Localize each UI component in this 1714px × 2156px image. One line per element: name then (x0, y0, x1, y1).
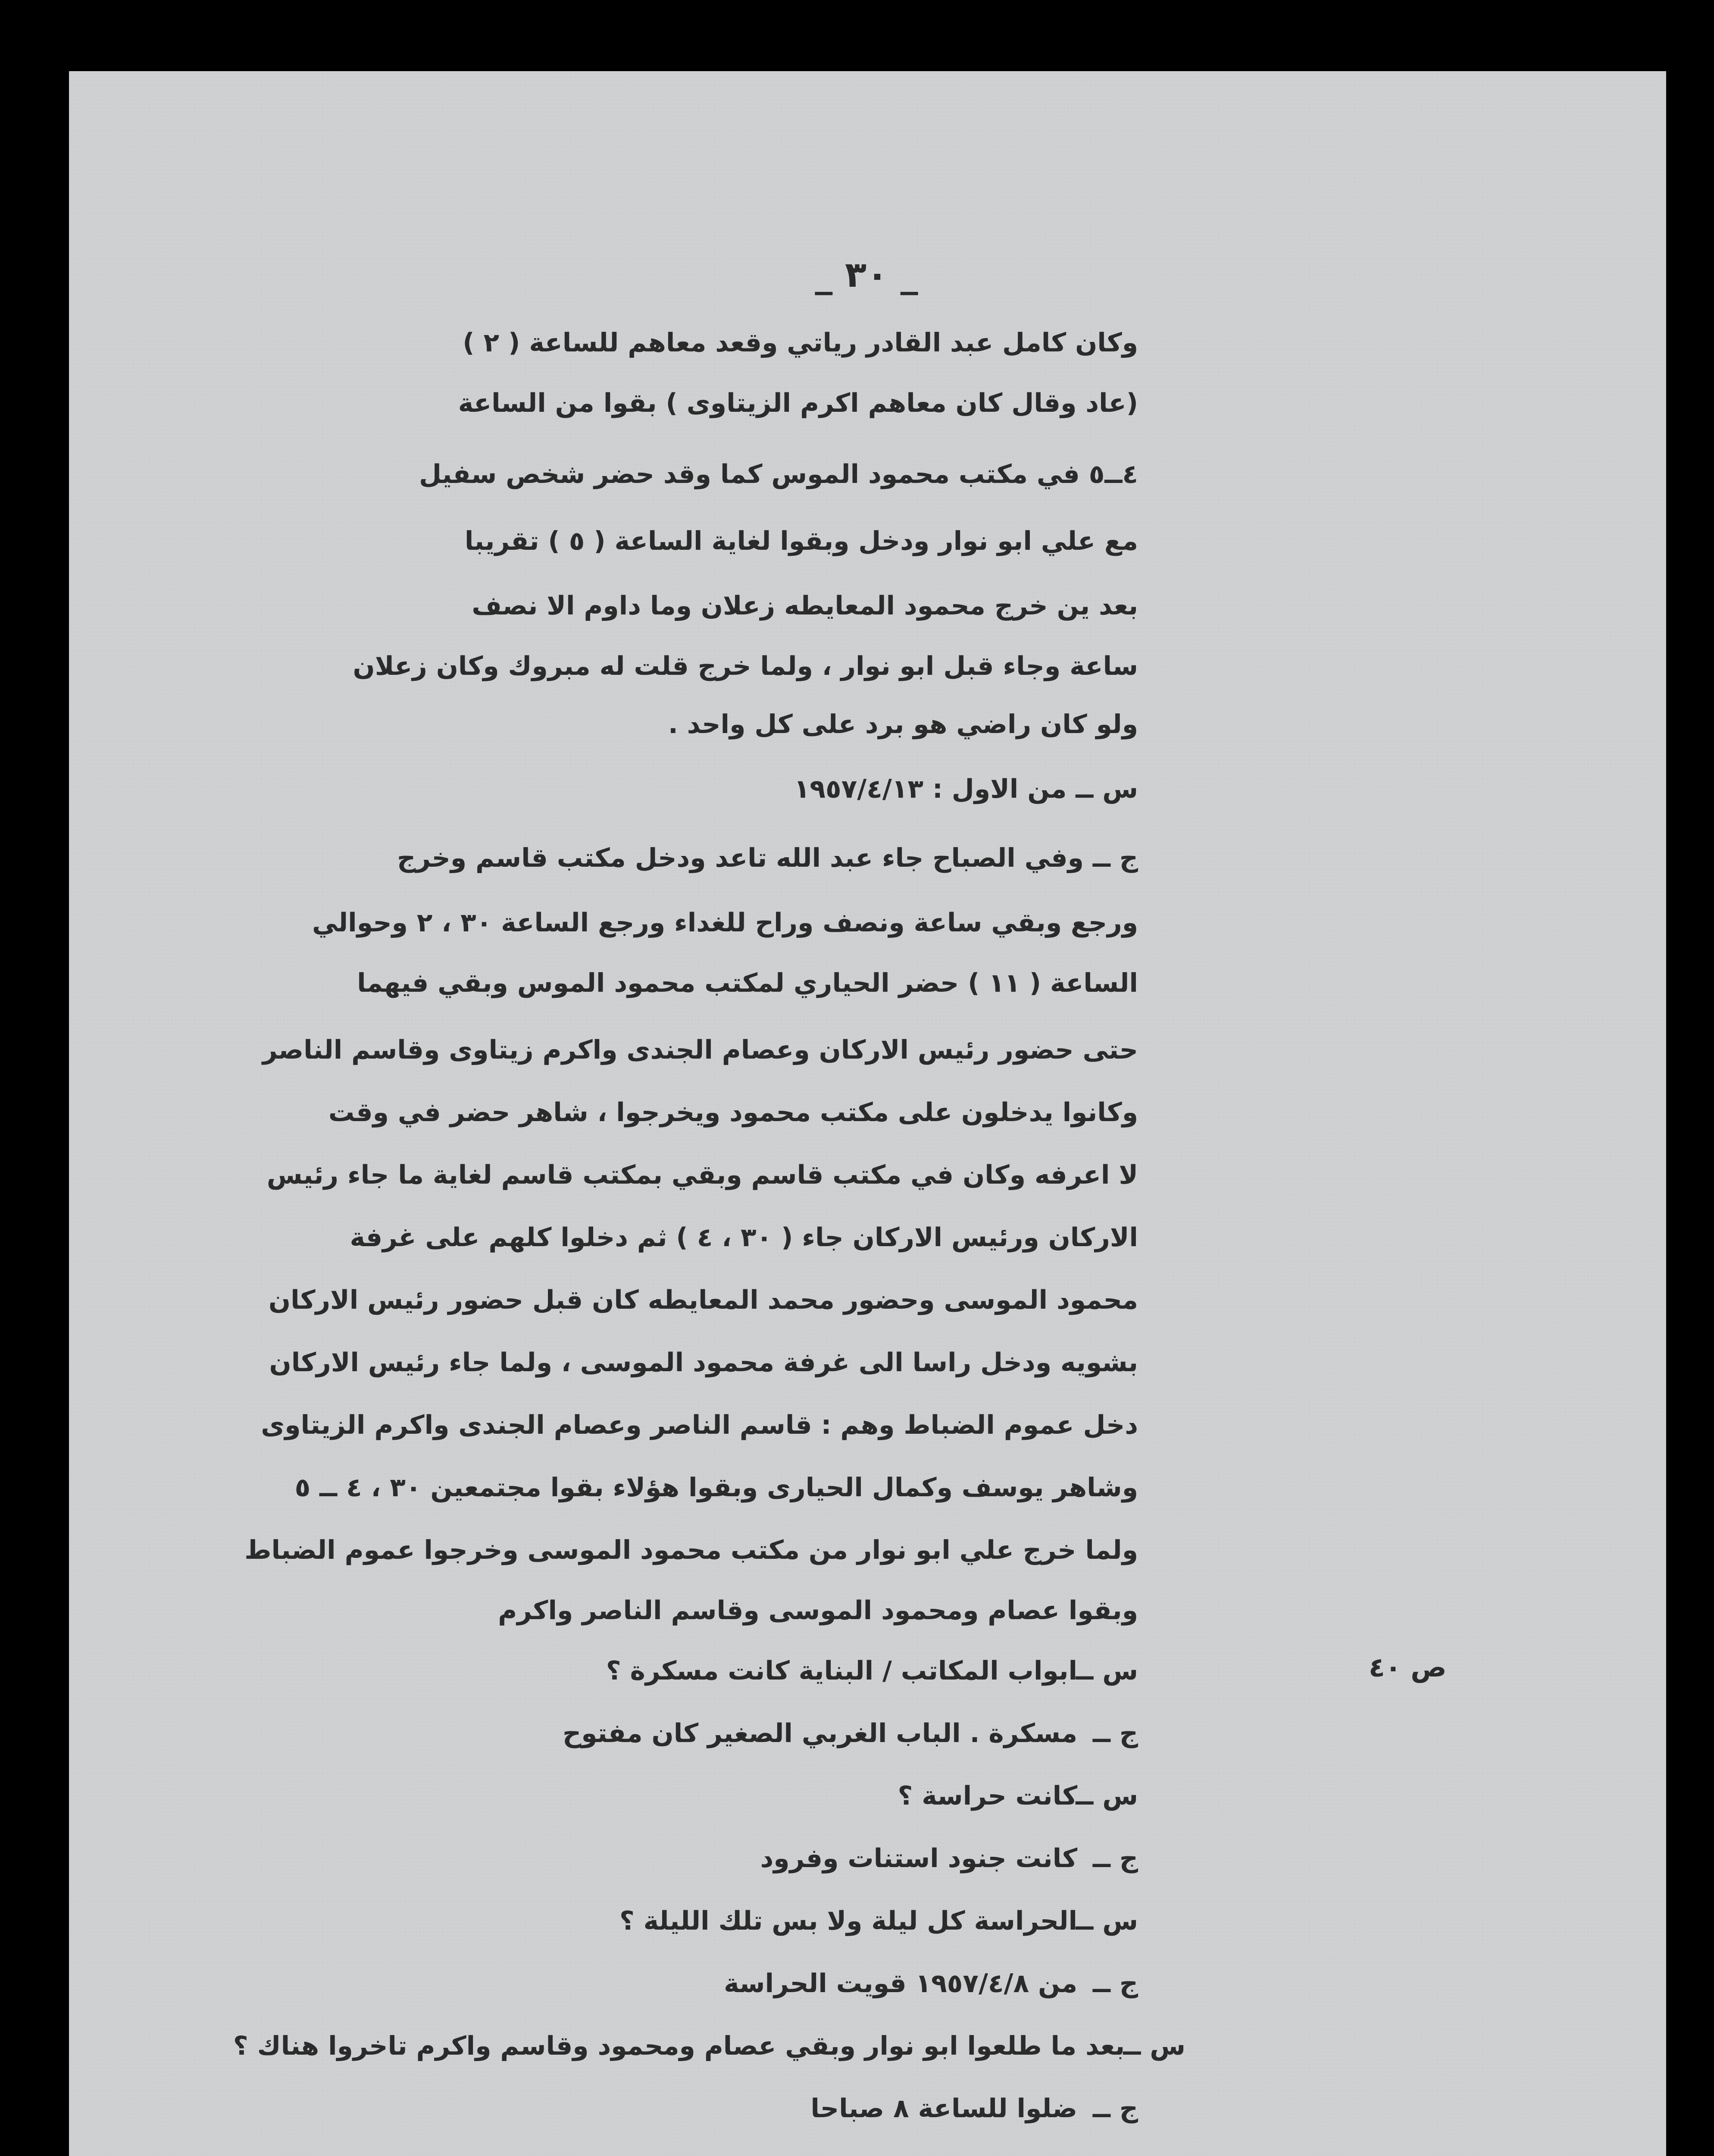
qa-marker: س ــ (1123, 2031, 1185, 2061)
text-line: ساعة وجاء قبل ابو نوار ، ولما خرج قلت له مبروك وكان زعلان (353, 651, 1138, 681)
qa-marker: س ــ (1076, 1781, 1138, 1811)
text-line: وكانوا يدخلون على مكتب محمود ويخرجوا ، شاهر حضر في وقت (328, 1097, 1138, 1128)
qa-line (440, 1716, 1138, 1751)
qa-line (233, 2029, 1185, 2063)
qa-text: بعد ما طلعوا ابو نوار وبقي عصام ومحمود وقاسم واكرم تاخروا هناك ؟ (233, 2031, 1125, 2061)
qa-line (440, 1779, 1138, 1813)
text-line: الساعة ( ١١ ) حضر الحياري لمكتب محمود الموس وبقي فيهما (357, 968, 1138, 998)
qa-line (440, 1904, 1138, 1938)
qa-line (440, 1654, 1138, 1688)
qa-text: من ١٩٥٧/٤/٨ قويت الحراسة (724, 1968, 1078, 1999)
qa-text: الحراسة كل ليلة ولا بس تلك الليلة ؟ (619, 1906, 1078, 1936)
text-line: وكان كامل عبد القادر رياتي وقعد معاهم للساعة ( ٢ ) (463, 328, 1138, 358)
text-line: دخل عموم الضباط وهم : قاسم الناصر وعصام الجندى واكرم الزيتاوى (261, 1410, 1138, 1440)
text-line: وبقوا عصام ومحمود الموسى وقاسم الناصر واكرم (498, 1595, 1138, 1626)
text-line: مع علي ابو نوار ودخل وبقوا لغاية الساعة ( ٥ ) تقريبا (464, 526, 1138, 556)
qa-marker: ج ــ (1092, 2093, 1138, 2124)
text-line: بعد ين خرج محمود المعايطه زعلان وما داوم الا نصف (472, 591, 1138, 621)
qa-marker: س ــ (1076, 1906, 1138, 1936)
qa-text: مسكرة . الباب الغربي الصغير كان مفتوح (562, 1718, 1078, 1749)
text-line: لا اعرفه وكان في مكتب قاسم وبقي بمكتب قاسم لغاية ما جاء رئيس (266, 1160, 1138, 1190)
text-line: ولما خرج علي ابو نوار من مكتب محمود الموسى وخرجوا عموم الضباط (244, 1535, 1138, 1565)
qa-marker: ج ــ (1092, 1843, 1138, 1874)
qa-marker: ج ــ (1092, 1968, 1138, 1999)
margin-note: ص ٤٠ (1369, 1651, 1447, 1683)
qa-line (440, 1841, 1138, 1876)
page-number: _ ٣٠ _ (815, 254, 918, 295)
qa-marker: ج ــ (1092, 1718, 1138, 1749)
qa-line (440, 1966, 1138, 2001)
document-page (69, 71, 1666, 2156)
text-line: (عاد وقال كان معاهم اكرم الزيتاوى ) بقوا من الساعة (458, 388, 1138, 418)
qa-text: ابواب المكاتب / البناية كانت مسكرة ؟ (606, 1656, 1078, 1686)
text-line: ورجع وبقي ساعة ونصف وراح للغداء ورجع الساعة ٣٠ ، ٢ وحوالي (312, 908, 1138, 938)
qa-text: ضلوا للساعة ٨ صباحا (810, 2093, 1078, 2124)
qa-marker: س ــ (1076, 1656, 1138, 1686)
text-line: محمود الموسى وحضور محمد المعايطه كان قبل حضور رئيس الاركان (268, 1285, 1138, 1315)
text-line: ٤ــ٥ في مكتب محمود الموس كما وقد حضر شخص سفيل (419, 459, 1138, 489)
text-line: ج ــ وفي الصباح جاء عبد الله تاعد ودخل مكتب قاسم وخرج (397, 843, 1138, 873)
text-line: ولو كان راضي هو برد على كل واحد . (668, 709, 1138, 740)
qa-text: كانت جنود استنات وفرود (760, 1843, 1078, 1874)
qa-line (440, 2091, 1138, 2126)
text-line: الاركان ورئيس الاركان جاء ( ٣٠ ، ٤ ) ثم دخلوا كلهم على غرفة (350, 1222, 1138, 1253)
text-line: وشاهر يوسف وكمال الحيارى وبقوا هؤلاء بقوا مجتمعين ٣٠ ، ٤ ــ ٥ (294, 1473, 1138, 1503)
text-line: بشويه ودخل راسا الى غرفة محمود الموسى ، ولما جاء رئيس الاركان (269, 1348, 1138, 1378)
qa-text: كانت حراسة ؟ (898, 1781, 1078, 1811)
text-line: حتى حضور رئيس الاركان وعصام الجندى واكرم زيتاوى وقاسم الناصر (262, 1035, 1138, 1065)
text-line: س ــ من الاول : ١٩٥٧/٤/١٣ (794, 774, 1138, 804)
